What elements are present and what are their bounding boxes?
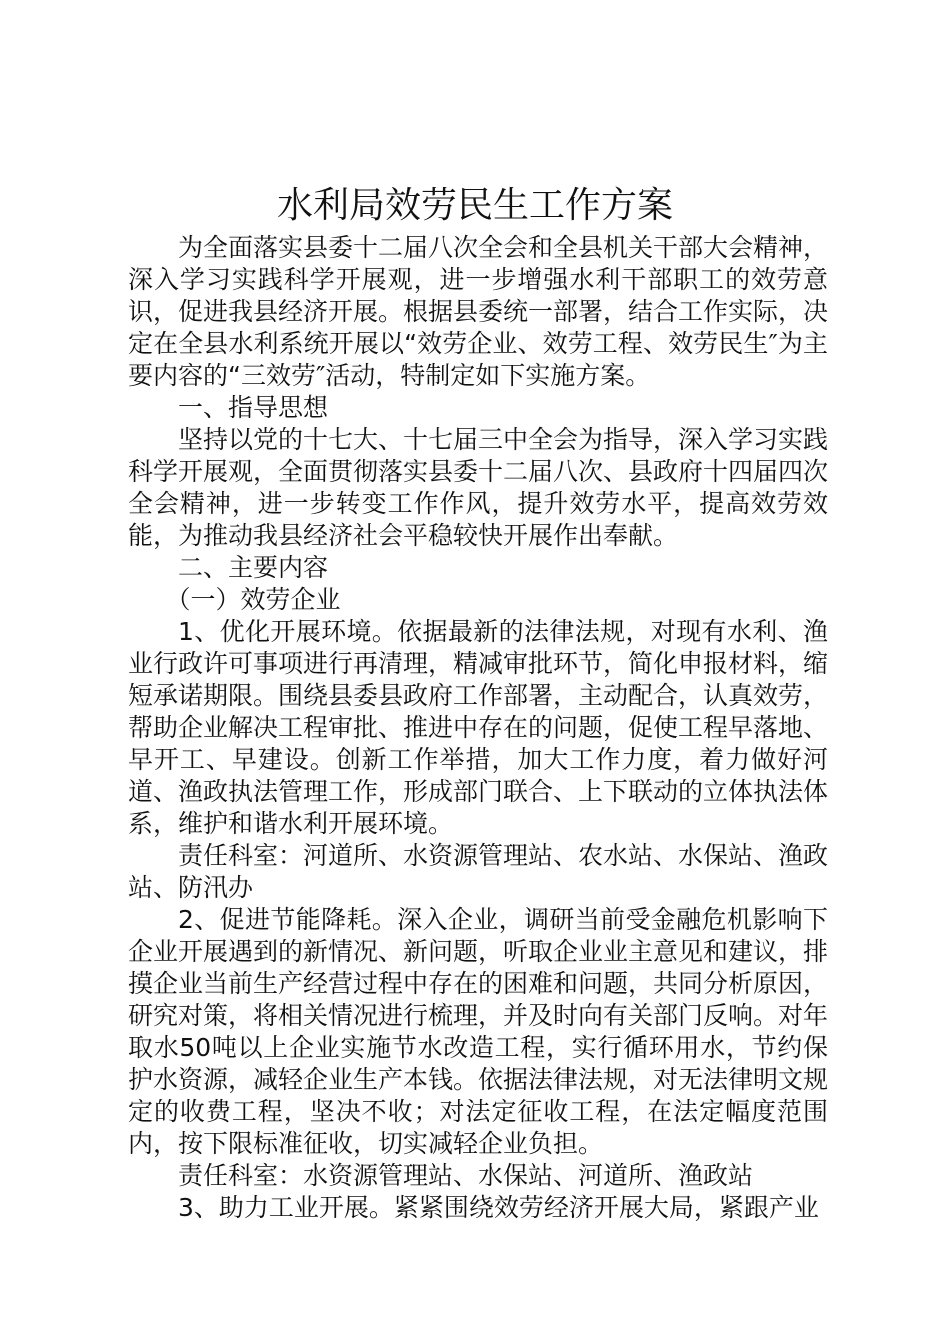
- section-heading-guiding-thought: 一、指导思想: [178, 393, 329, 422]
- item-3-paragraph: 3、助力工业开展。紧紧围绕效劳经济开展大局，紧跟产业: [178, 1193, 819, 1222]
- item-2-responsible-office: 责任科室：水资源管理站、水保站、河道所、渔政站: [178, 1161, 754, 1190]
- document-body: [128, 232, 828, 1224]
- item-1-paragraph: 1、优化开展环境。依据最新的法律法规，对现有水利、渔业行政许可事项进行再清理，精减审批环节，简化申报材料，缩短承诺期限。围绕县委县政府工作部署，主动配合，认真效劳，帮助企业解决工程审批、推进中存在的问题，促使工程早落地、早开工、早建设。创新工作举措，加大工作力度，着力做好河道、渔政执法管理工作，形成部门联合、上下联动的立体执法体系，维护和谐水利开展环境。: [128, 617, 829, 838]
- subsection-heading-serve-enterprises: （一）效劳企业: [165, 585, 341, 614]
- section-heading-main-content: 二、主要内容: [178, 553, 329, 582]
- guiding-thought-paragraph: 坚持以党的十七大、十七届三中全会为指导，深入学习实践科学开展观，全面贯彻落实县委十二届八次、县政府十四届四次全会精神，进一步转变工作作风，提升效劳水平，提高效劳效能，为推动我县经济社会平稳较快开展作出奉献。: [128, 425, 829, 550]
- item-2-paragraph: 2、促进节能降耗。深入企业，调研当前受金融危机影响下企业开展遇到的新情况、新问题，听取企业业主意见和建议，排摸企业当前生产经营过程中存在的困难和问题，共同分析原因，研究对策，将相关情况进行梳理，并及时向有关部门反响。对年取水50吨以上企业实施节水改造工程，实行循环用水，节约保护水资源，减轻企业生产本钱。依据法律法规，对无法律明文规定的收费工程，坚决不收；对法定征收工程，在法定幅度范围内，按下限标准征收，切实减轻企业负担。: [128, 905, 829, 1158]
- intro-paragraph: 为全面落实县委十二届八次全会和全县机关干部大会精神，深入学习实践科学开展观，进一步增强水利干部职工的效劳意识，促进我县经济开展。根据县委统一部署，结合工作实际，决定在全县水利系统开展以“效劳企业、效劳工程、效劳民生″为主要内容的“三效劳″活动，特制定如下实施方案。: [128, 233, 829, 390]
- document-title: 水利局效劳民生工作方案: [276, 185, 673, 226]
- item-1-responsible-office: 责任科室：河道所、水资源管理站、农水站、水保站、渔政站、防汛办: [128, 841, 829, 902]
